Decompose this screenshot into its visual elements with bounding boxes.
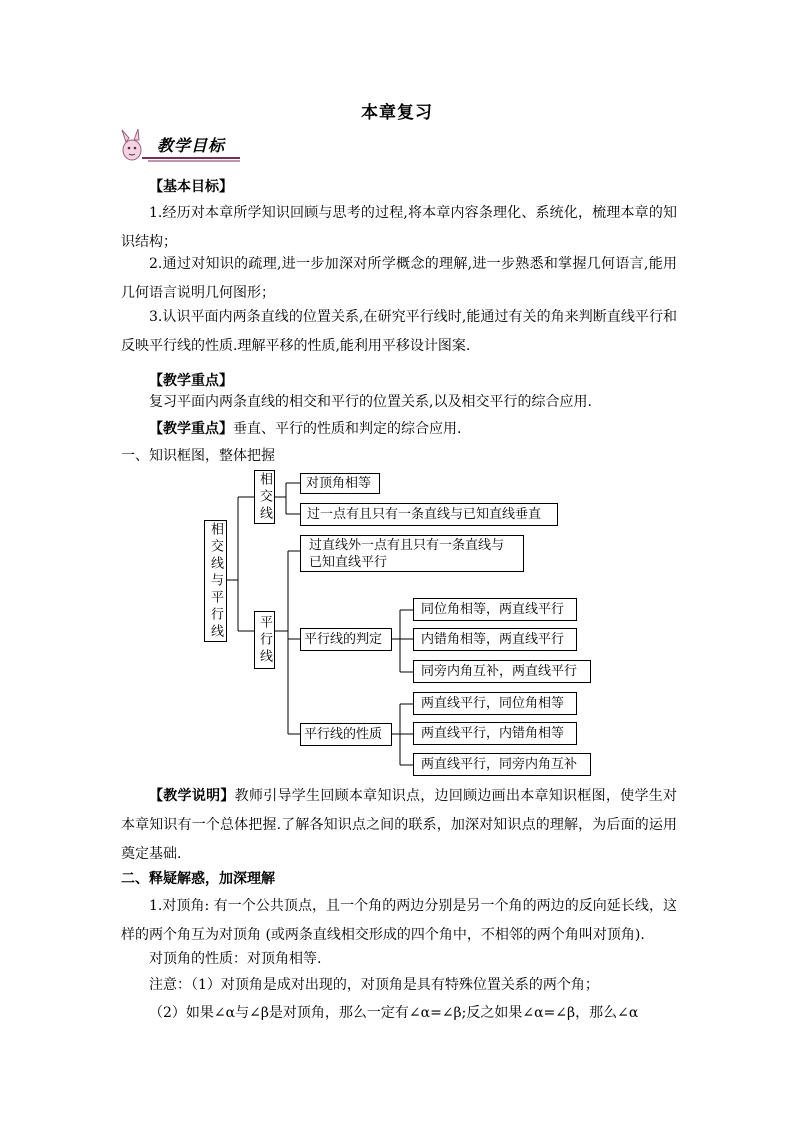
diagram-judge-item-2: 内错角相等，两直线平行 <box>413 628 577 651</box>
diagram-judge-box: 平行线的判定 <box>300 628 392 651</box>
diagram-judge-item-3: 同旁内角互补，两直线平行 <box>413 660 591 683</box>
key-points-text-2: 垂直、平行的性质和判定的综合应用. <box>233 421 462 437</box>
section2-p1: 1.对顶角: 有一个公共顶点，且一个角的两边分别是另一个角的两边的反向延长线，这样的两个角互为对顶角 (或两条直线相交形成的四个角中，不相邻的两个角叫对顶角). <box>121 898 677 943</box>
diagram-intersect-box: 相交线 <box>254 470 275 524</box>
goal-item-1: 1.经历对本章所学知识回顾与思考的过程,将本章内容条理化、系统化，梳理本章的知识结构； <box>121 205 677 250</box>
diagram-perpendicular-box: 过一点有且只有一条直线与已知直线垂直 <box>300 503 558 526</box>
parallel-axiom-line-2: 已知直线平行 <box>309 555 388 570</box>
diagram-property-box: 平行线的性质 <box>300 723 392 746</box>
rabbit-icon <box>122 129 141 160</box>
section2-heading: 二、释疑解惑，加深理解 <box>121 871 275 887</box>
explain-heading: 【教学说明】 <box>149 788 235 804</box>
diagram-root-box: 相交线与平行线 <box>204 520 227 642</box>
basic-goal-heading: 【基本目标】 <box>149 179 233 195</box>
page-title: 本章复习 <box>361 103 433 123</box>
diagram-parallel-axiom-box <box>300 535 524 572</box>
key-points-text: 复习平面内两条直线的相交和平行的位置关系,以及相交平行的综合应用. <box>149 394 592 410</box>
diagram-parallel-box: 平行线 <box>254 611 275 669</box>
goal-item-2: 2.通过对知识的疏理,进一步加深对所学概念的理解,进一步熟悉和掌握几何语言,能用几何语言说明几何图形； <box>121 256 677 301</box>
key-points-heading-2: 【教学重点】 <box>149 421 233 437</box>
key-points-heading: 【教学重点】 <box>149 373 233 389</box>
diagram-judge-item-1: 同位角相等，两直线平行 <box>413 598 577 621</box>
diagram-property-item-1: 两直线平行，同位角相等 <box>413 692 577 715</box>
section1-heading: 一、知识框图，整体把握 <box>121 448 275 464</box>
explain-text: 教师引导学生回顾本章知识点，边回顾边画出本章知识框图，使学生对本章知识有一个总体把握.了解各知识点之间的联系，加深对知识点的理解，为后面的运用奠定基础. <box>121 788 678 862</box>
section2-p3: 注意：（1）对顶角是成对出现的，对顶角是具有特殊位置关系的两个角； <box>149 977 599 993</box>
explain-paragraph <box>121 782 677 869</box>
diagram-vertical-angles-box: 对顶角相等 <box>300 473 380 494</box>
section2-p4: （2）如果∠α与∠β是对顶角，那么一定有∠α=∠β;反之如果∠α=∠β，那么∠α <box>149 1005 639 1021</box>
banner-label: 教学目标 <box>157 136 226 155</box>
parallel-axiom-line-1: 过直线外一点有且只有一条直线与 <box>309 538 505 553</box>
goal-item-3: 3.认识平面内两条直线的位置关系,在研究平行线时,能通过有关的角来判断直线平行和反映平行线的性质.理解平移的性质,能利用平移设计图案. <box>121 309 677 354</box>
diagram-property-item-3: 两直线平行，同旁内角互补 <box>413 753 591 776</box>
diagram-property-item-2: 两直线平行，内错角相等 <box>413 722 577 745</box>
section2-p2: 对顶角的性质：对顶角相等. <box>149 951 322 967</box>
